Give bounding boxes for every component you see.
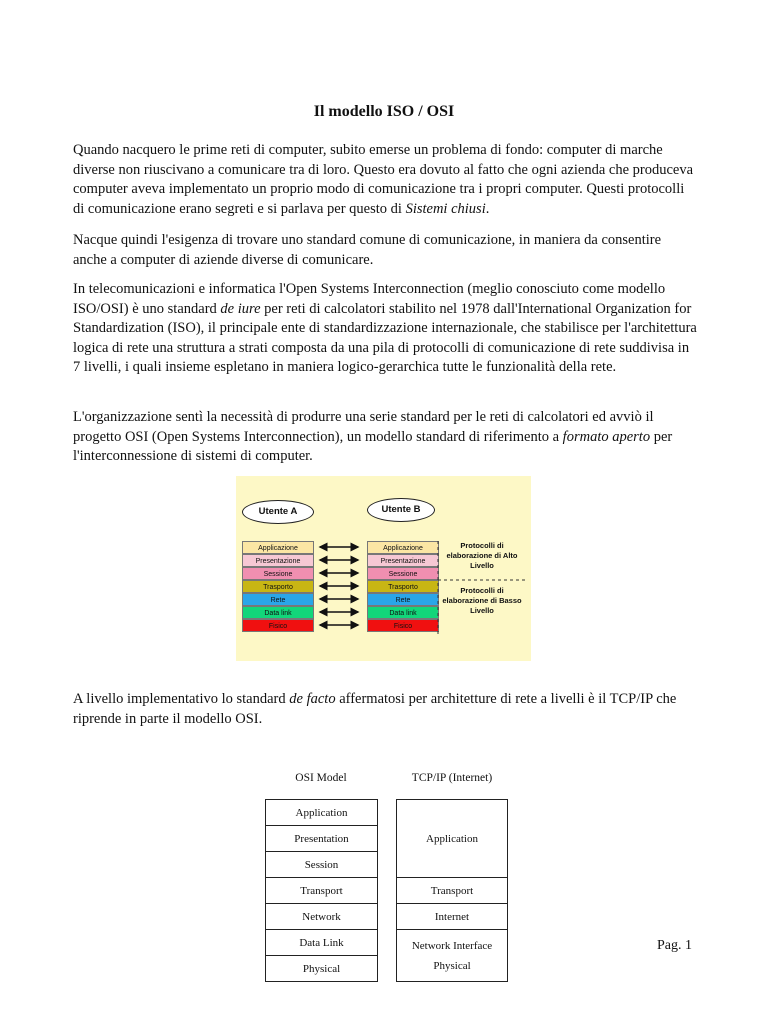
paragraph-tcpip: [73, 690, 697, 729]
layer-a-4: Trasporto: [242, 580, 314, 593]
page-number: Pag. 1: [657, 938, 692, 953]
layer-b-7: Fisico: [367, 619, 439, 632]
paragraph-end: .: [485, 200, 490, 217]
paragraph-text: A livello implementativo lo standard: [73, 691, 290, 707]
tcpip-layer-internet: Internet: [396, 903, 508, 930]
osi-layer-presentation: Presentation: [265, 825, 378, 852]
paragraph-osi-project: [73, 408, 697, 467]
tcpip-layer-application: Application: [396, 799, 508, 878]
paragraph-intro: [73, 141, 697, 219]
tcpip-layer-network-interface: [396, 929, 508, 982]
layer-b-3: Sessione: [367, 567, 439, 580]
low-level-protocols-label: Protocolli di elaborazione di Basso Livello: [442, 586, 522, 615]
paragraph-text: per l'interconnessione di sistemi di computer.: [73, 428, 673, 464]
osi-layers-figure: [236, 476, 531, 661]
layer-a-1: Applicazione: [242, 541, 314, 554]
layer-a-3: Sessione: [242, 567, 314, 580]
tcpip-physical-label: Physical: [433, 959, 471, 972]
layer-b-5: Rete: [367, 593, 439, 606]
high-level-protocols-label: Protocolli di elaborazione di Alto Livello: [446, 541, 518, 570]
paragraph-text: Quando nacquero le prime reti di computer, subito emerse un problema di fondo: computer di marche diverse non riuscivano a comunicare tra di loro. Questo era dovuto al fatto che ogni azienda che produceva computer aveva implementato un proprio modo di comunicazione tra i propri computer. Questi protocolli di comunicazione erano segreti e si parlava per questo di: [73, 142, 694, 217]
osi-layer-physical: Physical: [265, 955, 378, 982]
layer-b-1: Applicazione: [367, 541, 439, 554]
osi-layer-data-link: Data Link: [265, 929, 378, 956]
layer-a-7: Fisico: [242, 619, 314, 632]
layer-a-2: Presentazione: [242, 554, 314, 567]
paragraph-text: per reti di calcolatori stabilito nel 1978 dall'International Organization for Standardization (ISO), il principale ente di standardizzazione internazionale, che stabilisce per l'architettura logica di rete una struttura a strati composta da una pila di protocolli di comunicazione di rete suddivisa in 7 livelli, i quali insieme espletano in maniera logico-gerarchica tutte le funzionalità della rete.: [73, 300, 697, 375]
tcpip-title: TCP/IP (Internet): [411, 772, 493, 784]
paragraph-need: Nacque quindi l'esigenza di trovare uno standard comune di comunicazione, in maniera da consentire anche a computer di aziende diverse di comunicare.: [73, 232, 662, 268]
paragraph-text: In telecomunicazioni e informatica l'Open Systems Interconnection (meglio conosciuto come modello ISO/OSI) è uno standard: [73, 281, 666, 317]
osi-layer-application: Application: [265, 799, 378, 826]
layer-b-4: Trasporto: [367, 580, 439, 593]
user-a-ellipse: Utente A: [242, 500, 314, 524]
tcpip-layer-transport: Transport: [396, 877, 508, 904]
paragraph-osi-definition: [73, 280, 697, 378]
emphasis-text: de facto: [289, 691, 336, 707]
layer-b-2: Presentazione: [367, 554, 439, 567]
layer-a-5: Rete: [242, 593, 314, 606]
emphasis-text: de iure: [220, 300, 261, 317]
paragraph-text: L'organizzazione sentì la necessità di produrre una serie standard per le reti di calcolatori ed avviò il progetto OSI (Open Systems Interconnection), un modello standard di riferimento a: [73, 409, 654, 445]
layer-a-6: Data link: [242, 606, 314, 619]
osi-layer-network: Network: [265, 903, 378, 930]
emphasis-text: formato aperto: [562, 428, 651, 445]
paragraph-text: affermatosi per architetture di rete a livelli è il TCP/IP che riprende in parte il modello OSI.: [73, 691, 677, 727]
osi-layer-transport: Transport: [265, 877, 378, 904]
osi-model-title: OSI Model: [295, 772, 347, 784]
layer-b-6: Data link: [367, 606, 439, 619]
osi-layer-session: Session: [265, 851, 378, 878]
emphasis-text: Sistemi chiusi: [405, 200, 486, 217]
page-title: Il modello ISO / OSI: [313, 103, 455, 120]
tcpip-netif-label: Network Interface: [411, 939, 493, 952]
user-b-ellipse: Utente B: [367, 498, 435, 522]
